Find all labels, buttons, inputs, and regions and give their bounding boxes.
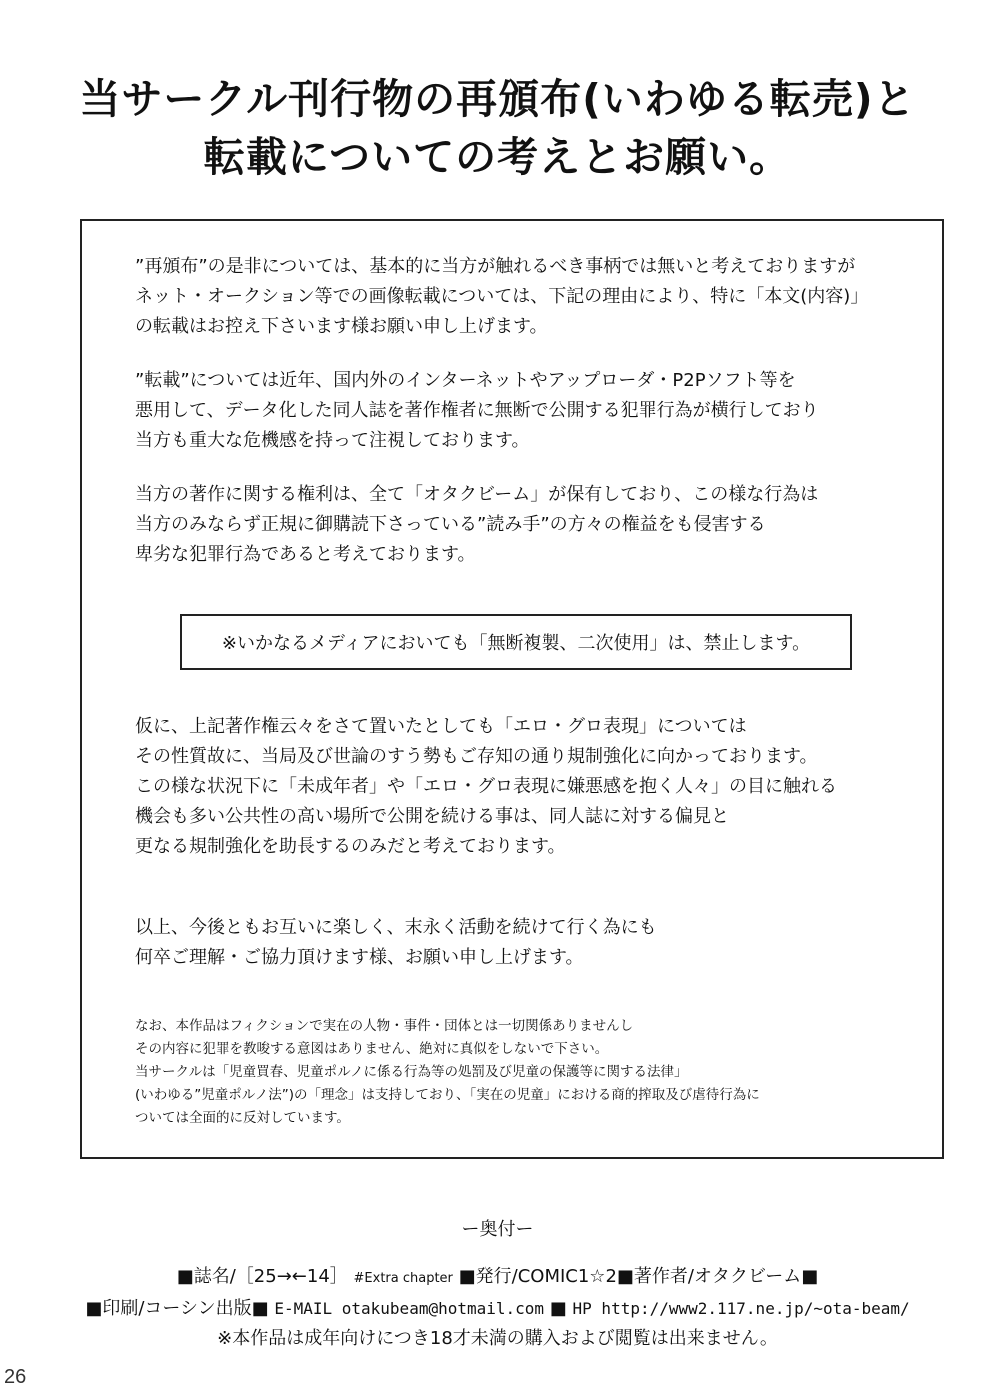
colophon-line-2 bbox=[0, 1294, 995, 1324]
colophon-age-notice: ※本作品は成年向けにつき18才未満の購入および閲覧は出来ません。 bbox=[217, 1328, 778, 1349]
page-number: 26 bbox=[4, 1366, 27, 1388]
disclaimer-line: ついては全面的に反対しています。 bbox=[135, 1110, 350, 1126]
colophon-email: E-MAIL otakubeam@hotmail.com bbox=[274, 1299, 545, 1318]
text-line: の転載はお控え下さいます様お願い申し上げます。 bbox=[135, 316, 548, 337]
colophon-homepage: HP http://www2.117.ne.jp/~ota-beam/ bbox=[572, 1299, 910, 1318]
text-line: ネット・オークション等での画像転載については、下記の理由により、特に「本文(内容)」 bbox=[135, 286, 869, 307]
title-line-2: 転載についての考えとお願い。 bbox=[203, 133, 792, 181]
colophon bbox=[0, 1262, 995, 1354]
prohibition-notice bbox=[180, 614, 852, 670]
text-line: 更なる規制強化を助長するのみだと考えております。 bbox=[135, 836, 566, 857]
disclaimer-line: 当サークルは「児童買春、児童ポルノに係る行為等の処罰及び児童の保護等に関する法律」 bbox=[135, 1064, 688, 1080]
paragraph-reposting bbox=[135, 366, 915, 456]
paragraph-redistribution bbox=[135, 252, 915, 342]
colophon-title: ■誌名/［25→←14］ bbox=[176, 1266, 348, 1287]
disclaimer bbox=[135, 1015, 915, 1130]
disclaimer-line: その内容に犯罪を教唆する意図はありません、絶対に真似をしないで下さい。 bbox=[135, 1041, 609, 1057]
text-line: 当方の著作に関する権利は、全て「オタクビーム」が保有しており、この様な行為は bbox=[135, 484, 819, 505]
text-line: その性質故に、当局及び世論のすう勢もご存知の通り規制強化に向かっております。 bbox=[135, 746, 818, 767]
text-line: 悪用して、データ化した同人誌を著作権者に無断で公開する犯罪行為が横行しており bbox=[135, 400, 819, 421]
disclaimer-line: (いわゆる”児童ポルノ法”)の「理念」は支持しており、「実在の児童」における商的搾取及び虐待行為に bbox=[135, 1087, 760, 1103]
colophon-separator: ■ bbox=[549, 1298, 567, 1319]
prohibition-text: ※いかなるメディアにおいても「無断複製、二次使用」は、禁止します。 bbox=[221, 633, 811, 654]
text-line: 仮に、上記著作権云々をさて置いたとしても「エロ・グロ表現」については bbox=[135, 716, 747, 737]
text-line: この様な状況下に「未成年者」や「エロ・グロ表現に嫌悪感を抱く人々」の目に触れる bbox=[135, 776, 837, 797]
text-line: 何卒ご理解・ご協力頂けます様、お願い申し上げます。 bbox=[135, 947, 584, 968]
paragraph-closing bbox=[135, 913, 915, 973]
text-line: ”転載”については近年、国内外のインターネットやアップローダ・P2Pソフト等を bbox=[135, 370, 796, 391]
colophon-subtitle: #Extra chapter bbox=[353, 1271, 453, 1286]
page-title bbox=[0, 70, 995, 186]
title-line-1: 当サークル刊行物の再頒布(いわゆる転売)と bbox=[79, 75, 916, 123]
text-line: ”再頒布”の是非については、基本的に当方が触れるべき事柄では無いと考えておりますが bbox=[135, 256, 856, 277]
text-line: 当方も重大な危機感を持って注視しております。 bbox=[135, 430, 530, 451]
paragraph-rights bbox=[135, 480, 915, 570]
colophon-publisher: ■発行/COMIC1☆2■著作者/オタクビーム■ bbox=[458, 1266, 819, 1287]
paragraph-regulation bbox=[135, 712, 915, 862]
colophon-heading: ー奥付ー bbox=[461, 1219, 534, 1240]
colophon-line-1 bbox=[0, 1262, 995, 1294]
colophon-printer: ■印刷/コーシン出版■ bbox=[85, 1298, 269, 1319]
text-line: 以上、今後ともお互いに楽しく、末永く活動を続けて行く為にも bbox=[135, 917, 657, 938]
text-line: 機会も多い公共性の高い場所で公開を続ける事は、同人誌に対する偏見と bbox=[135, 806, 729, 827]
disclaimer-line: なお、本作品はフィクションで実在の人物・事件・団体とは一切関係ありませんし bbox=[135, 1018, 634, 1034]
text-line: 卑劣な犯罪行為であると考えております。 bbox=[135, 544, 476, 565]
text-line: 当方のみならず正規に御購読下さっている”読み手”の方々の権益をも侵害する bbox=[135, 514, 766, 535]
